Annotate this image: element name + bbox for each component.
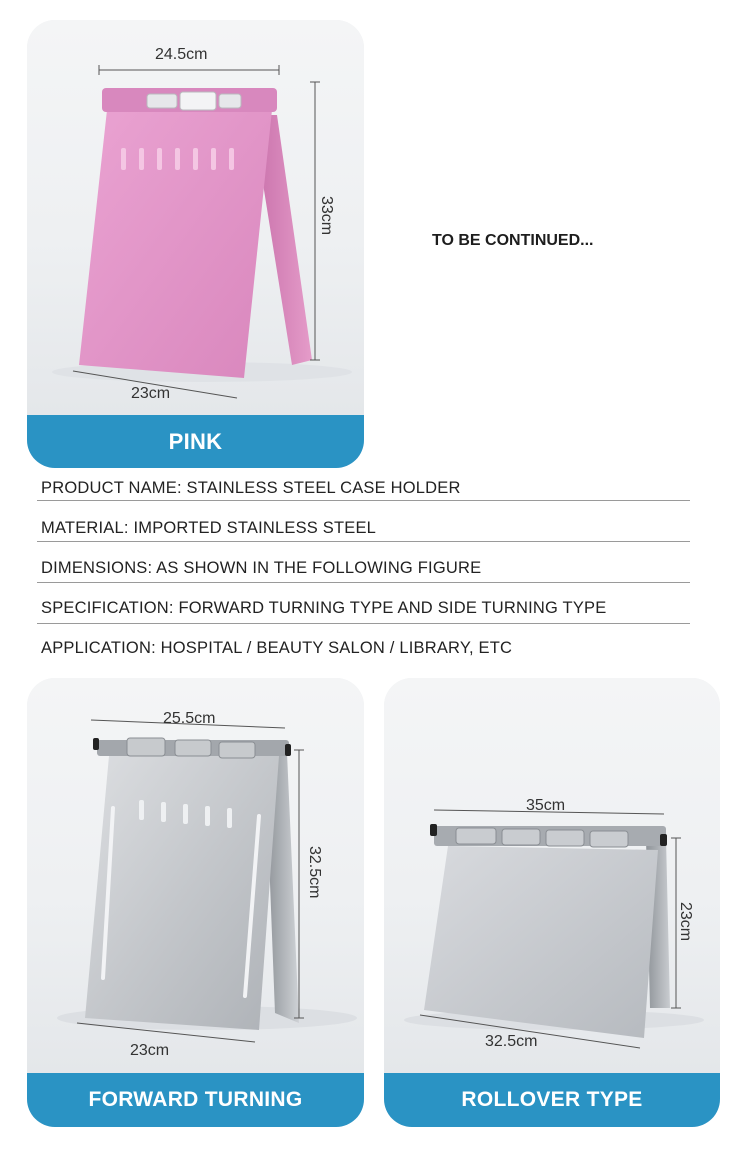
base-dimension-label: 32.5cm (485, 1033, 538, 1050)
spec-specification: SPECIFICATION: FORWARD TURNING TYPE AND SIDE TURNING TYPE (41, 599, 607, 617)
to-be-continued-note: TO BE CONTINUED... (432, 232, 594, 249)
width-dimension-label: 25.5cm (163, 710, 216, 727)
rollover-clipboard-illustration (384, 678, 720, 1073)
spec-divider (37, 623, 690, 624)
product-card-forward-turning (27, 678, 364, 1127)
spec-divider (37, 500, 690, 501)
rollover-type-banner: ROLLOVER TYPE (384, 1073, 720, 1127)
width-dimension-label: 24.5cm (155, 46, 208, 63)
spec-material: MATERIAL: IMPORTED STAINLESS STEEL (41, 519, 377, 537)
pink-clipboard-photo (27, 20, 364, 415)
pink-clipboard-illustration (27, 20, 364, 415)
spec-divider (37, 541, 690, 542)
base-dimension-label: 23cm (130, 1042, 170, 1059)
spec-dimensions: DIMENSIONS: AS SHOWN IN THE FOLLOWING FIGURE (41, 559, 482, 577)
height-dimension-label: 33cm (318, 196, 335, 236)
width-dimension-label: 35cm (526, 797, 566, 814)
height-dimension-label: 23cm (677, 902, 694, 942)
spec-product-name: PRODUCT NAME: STAINLESS STEEL CASE HOLDER (41, 479, 461, 497)
height-dimension-label: 32.5cm (306, 846, 323, 899)
product-card-rollover-type (384, 678, 720, 1127)
base-dimension-label: 23cm (131, 385, 171, 402)
forward-turning-banner: FORWARD TURNING (27, 1073, 364, 1127)
spec-application: APPLICATION: HOSPITAL / BEAUTY SALON / LIBRARY, ETC (41, 639, 513, 657)
pink-banner: PINK (27, 415, 364, 468)
spec-divider (37, 582, 690, 583)
product-card-pink (27, 20, 364, 468)
rollover-clipboard-photo (384, 678, 720, 1073)
